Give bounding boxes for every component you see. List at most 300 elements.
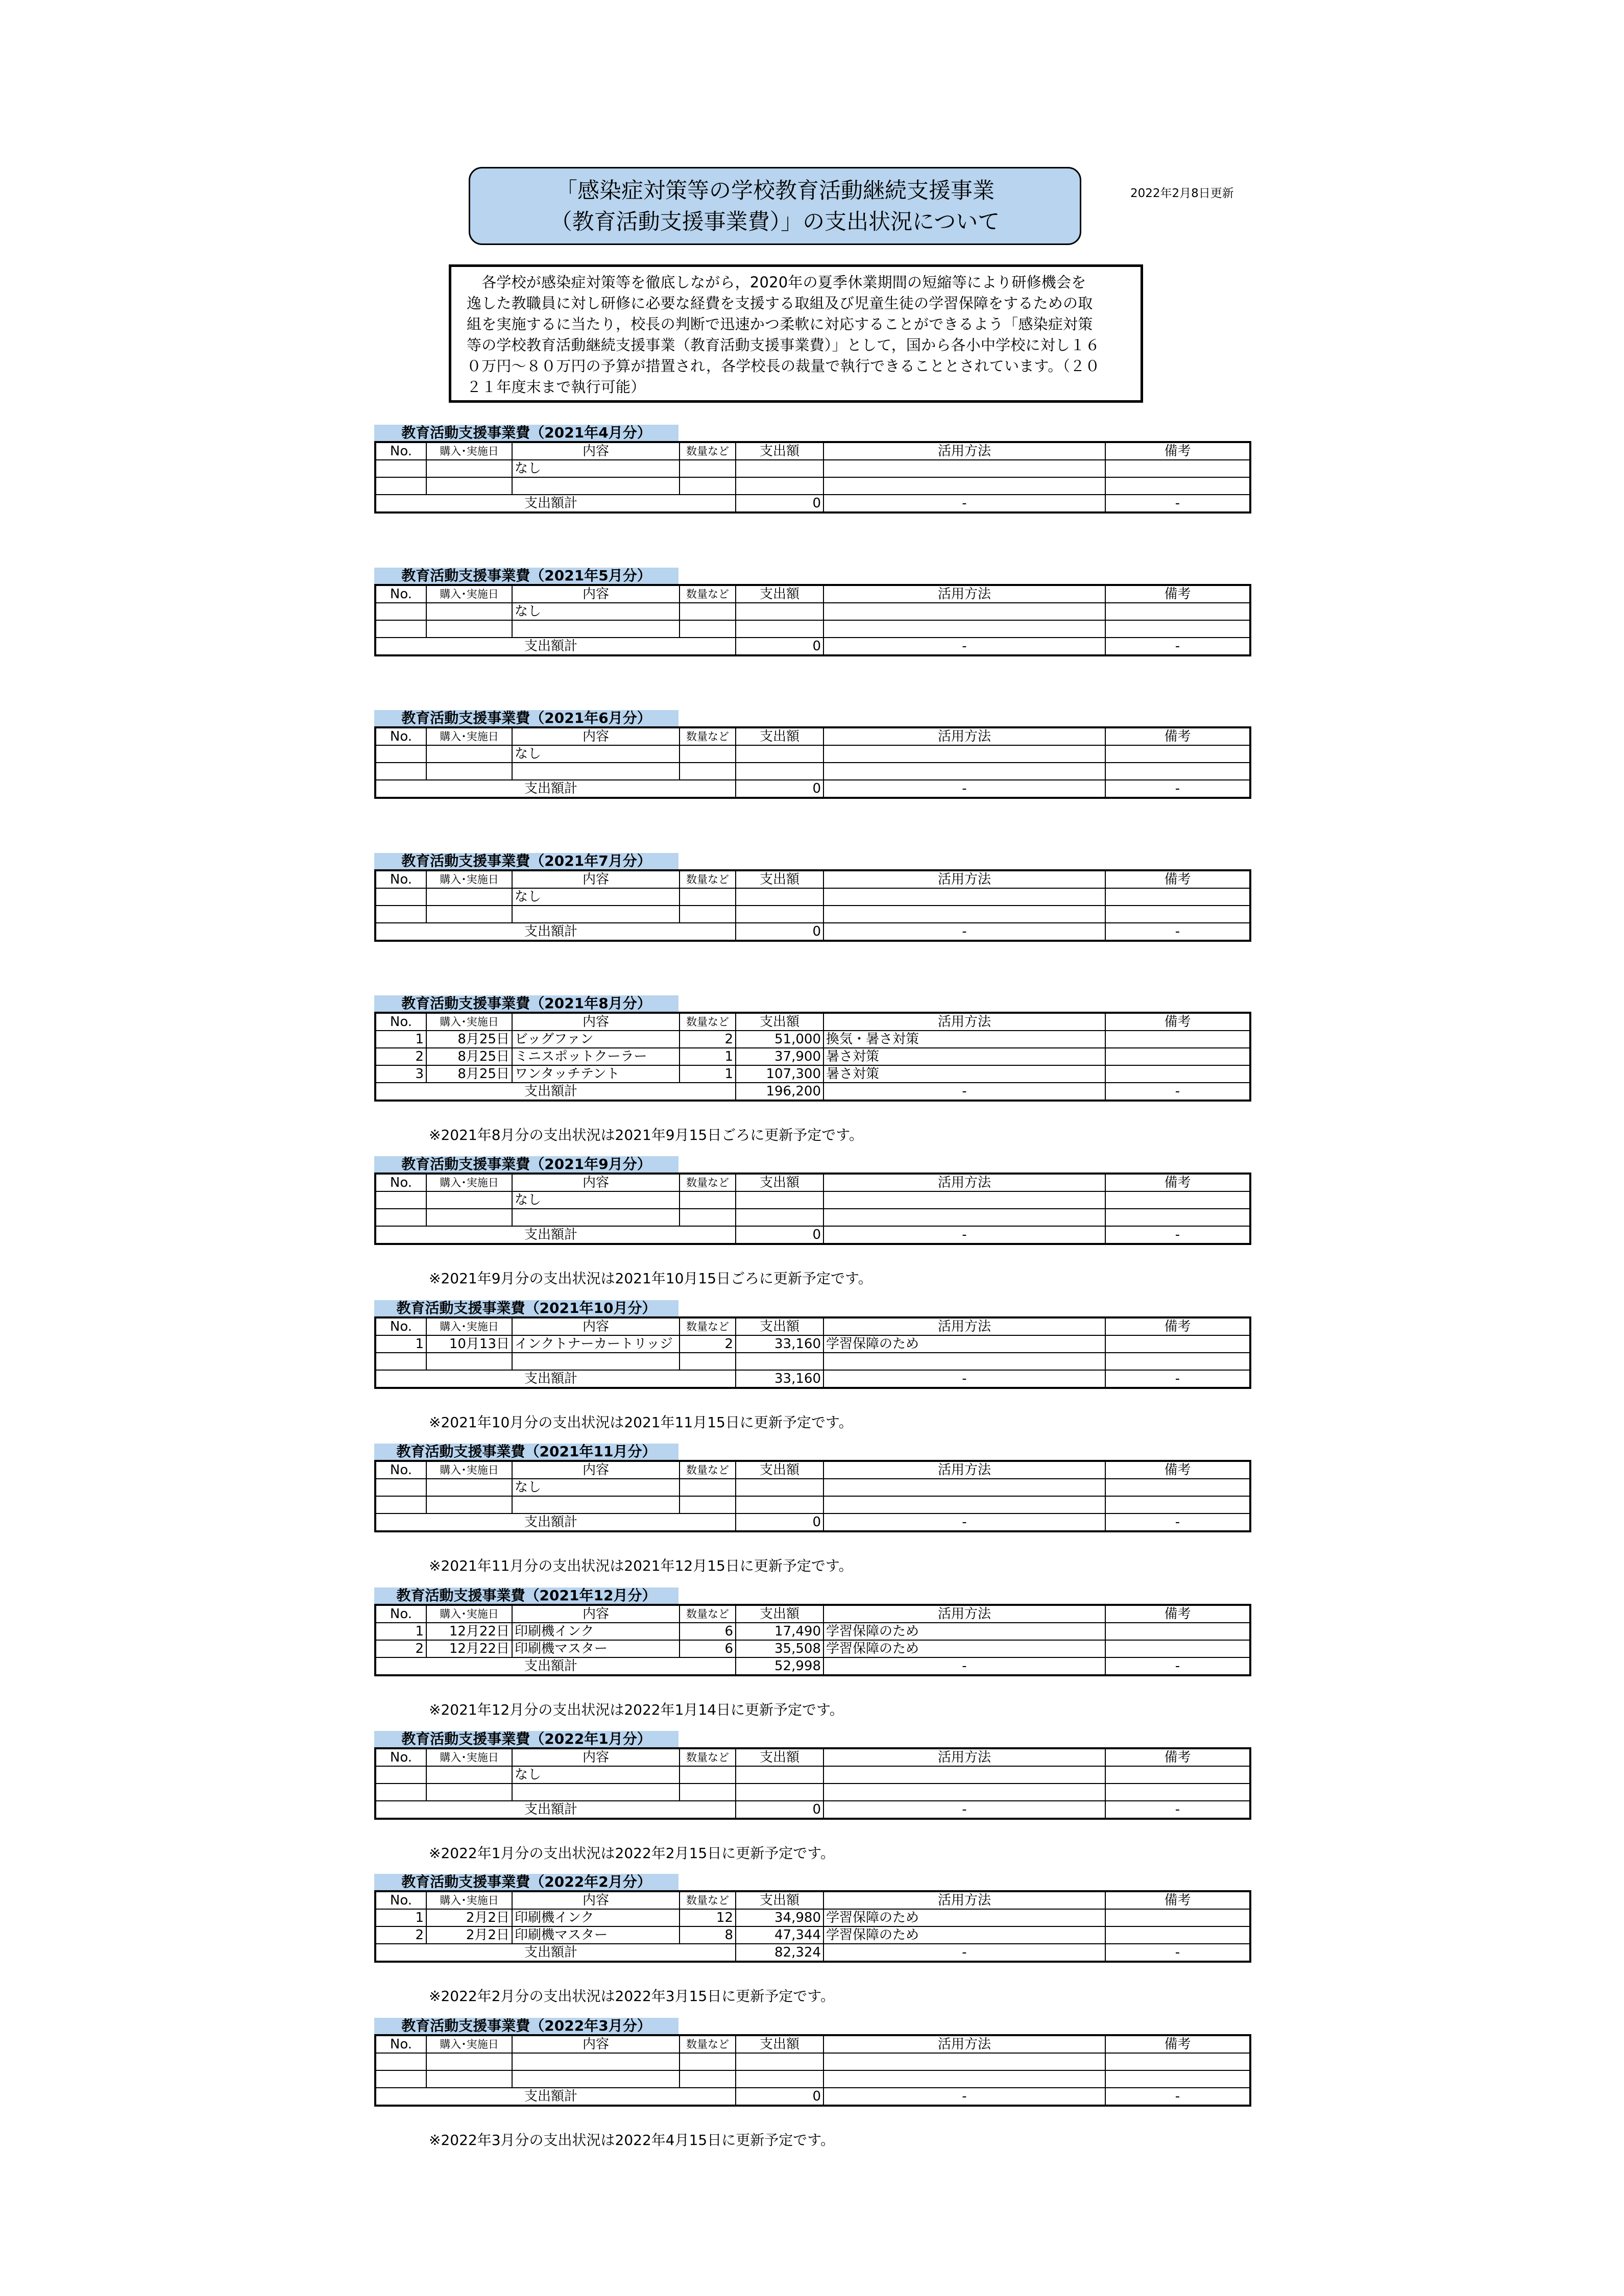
- column-header: 数量など: [680, 1605, 736, 1623]
- table-cell: [375, 1479, 426, 1496]
- column-header: No.: [375, 870, 426, 888]
- table-cell: [680, 745, 736, 763]
- table-cell: [736, 1496, 823, 1513]
- table-cell: [375, 2070, 426, 2088]
- column-header: 活用方法: [823, 2035, 1105, 2053]
- column-header: 支出額: [736, 1174, 823, 1191]
- document-title: [469, 167, 1081, 245]
- table-row: [375, 763, 1250, 780]
- column-header: 備考: [1105, 1317, 1250, 1335]
- column-header: 購入･実施日: [426, 2035, 512, 2053]
- table-cell: [736, 1209, 823, 1226]
- table-cell: [1105, 620, 1250, 638]
- table-row: [375, 1640, 1250, 1657]
- total-remarks: -: [1105, 2088, 1250, 2106]
- table-cell: 3: [375, 1065, 426, 1083]
- total-row: [375, 2088, 1250, 2106]
- table-cell: なし: [512, 888, 680, 906]
- table-cell: [1105, 477, 1250, 495]
- column-header: 購入･実施日: [426, 1461, 512, 1479]
- column-header: 活用方法: [823, 1317, 1105, 1335]
- table-row: [375, 1909, 1250, 1926]
- table-cell: [375, 460, 426, 477]
- table-cell: [1105, 1031, 1250, 1048]
- table-cell: [823, 1766, 1105, 1784]
- table-cell: [375, 620, 426, 638]
- total-method: -: [823, 780, 1105, 798]
- column-header: 支出額: [736, 1748, 823, 1766]
- table-cell: [823, 1191, 1105, 1209]
- expense-table: [374, 1604, 1251, 1676]
- table-cell: 印刷機マスター: [512, 1926, 680, 1944]
- total-remarks: -: [1105, 1083, 1250, 1101]
- table-cell: 2: [680, 1335, 736, 1353]
- total-label: 支出額計: [375, 1226, 736, 1244]
- total-method: -: [823, 1513, 1105, 1531]
- column-header: 活用方法: [823, 442, 1105, 460]
- table-cell: [426, 1784, 512, 1801]
- update-note: ※2022年2月分の支出状況は2022年3月15日に更新予定です。: [429, 1988, 835, 2005]
- table-header-row: [375, 1013, 1250, 1031]
- total-row: [375, 1944, 1250, 1962]
- column-header: No.: [375, 585, 426, 603]
- column-header: 内容: [512, 442, 680, 460]
- column-header: 内容: [512, 1013, 680, 1031]
- column-header: 内容: [512, 727, 680, 745]
- table-cell: [426, 745, 512, 763]
- table-row: [375, 460, 1250, 477]
- column-header: 数量など: [680, 1891, 736, 1909]
- column-header: No.: [375, 1891, 426, 1909]
- table-cell: 暑さ対策: [823, 1065, 1105, 1083]
- table-cell: ワンタッチテント: [512, 1065, 680, 1083]
- column-header: 支出額: [736, 870, 823, 888]
- table-cell: 学習保障のため: [823, 1623, 1105, 1640]
- table-cell: なし: [512, 603, 680, 620]
- table-cell: 107,300: [736, 1065, 823, 1083]
- table-cell: [736, 460, 823, 477]
- total-label: 支出額計: [375, 1513, 736, 1531]
- column-header: 数量など: [680, 870, 736, 888]
- table-cell: 12月22日: [426, 1623, 512, 1640]
- table-cell: [426, 603, 512, 620]
- table-cell: [512, 2070, 680, 2088]
- table-cell: [823, 2070, 1105, 2088]
- section-title: 教育活動支援事業費（2021年10月分）: [374, 1300, 678, 1316]
- table-row: [375, 906, 1250, 923]
- column-header: No.: [375, 1174, 426, 1191]
- column-header: 備考: [1105, 585, 1250, 603]
- total-row: [375, 1226, 1250, 1244]
- total-label: 支出額計: [375, 1657, 736, 1675]
- table-cell: [736, 888, 823, 906]
- column-header: 備考: [1105, 442, 1250, 460]
- total-remarks: -: [1105, 1944, 1250, 1962]
- table-cell: [736, 620, 823, 638]
- table-header-row: [375, 1174, 1250, 1191]
- column-header: 購入･実施日: [426, 1891, 512, 1909]
- table-cell: 12: [680, 1909, 736, 1926]
- column-header: 購入･実施日: [426, 1317, 512, 1335]
- table-cell: 6: [680, 1640, 736, 1657]
- section-title: 教育活動支援事業費（2021年9月分）: [374, 1156, 678, 1173]
- expense-table: [374, 1460, 1251, 1532]
- table-cell: [375, 2053, 426, 2070]
- updated-date: 2022年2月8日更新: [1130, 187, 1234, 200]
- table-cell: [1105, 888, 1250, 906]
- update-note: ※2021年10月分の支出状況は2021年11月15日に更新予定です。: [429, 1414, 853, 1431]
- table-cell: 17,490: [736, 1623, 823, 1640]
- expense-section: [374, 1731, 1249, 1820]
- table-cell: [680, 2070, 736, 2088]
- table-cell: [512, 1209, 680, 1226]
- total-remarks: -: [1105, 1226, 1250, 1244]
- column-header: 内容: [512, 870, 680, 888]
- table-header-row: [375, 1317, 1250, 1335]
- total-label: 支出額計: [375, 780, 736, 798]
- table-cell: [426, 906, 512, 923]
- section-title: 教育活動支援事業費（2021年5月分）: [374, 568, 678, 584]
- table-cell: 2: [375, 1048, 426, 1065]
- table-header-row: [375, 1748, 1250, 1766]
- column-header: 数量など: [680, 1013, 736, 1031]
- column-header: No.: [375, 727, 426, 745]
- total-method: -: [823, 638, 1105, 655]
- intro-line: 組を実施するに当たり，校長の判断で迅速かつ柔軟に対応することができるよう「感染症対策: [467, 315, 1093, 333]
- table-cell: 8: [680, 1926, 736, 1944]
- update-note: ※2021年12月分の支出状況は2022年1月14日に更新予定です。: [429, 1701, 844, 1718]
- table-cell: [426, 888, 512, 906]
- table-cell: 8月25日: [426, 1031, 512, 1048]
- table-cell: [680, 763, 736, 780]
- column-header: 数量など: [680, 1461, 736, 1479]
- column-header: 数量など: [680, 727, 736, 745]
- table-cell: [1105, 1784, 1250, 1801]
- table-cell: [680, 1353, 736, 1370]
- table-cell: [426, 620, 512, 638]
- total-label: 支出額計: [375, 495, 736, 512]
- table-cell: 33,160: [736, 1335, 823, 1353]
- column-header: 購入･実施日: [426, 1748, 512, 1766]
- table-cell: [823, 1496, 1105, 1513]
- intro-line: ２１年度末まで執行可能）: [467, 378, 646, 396]
- table-cell: [736, 745, 823, 763]
- column-header: 活用方法: [823, 1461, 1105, 1479]
- table-cell: [823, 906, 1105, 923]
- expense-section: [374, 2018, 1249, 2107]
- total-remarks: -: [1105, 1513, 1250, 1531]
- table-cell: 8月25日: [426, 1065, 512, 1083]
- table-cell: 1: [375, 1335, 426, 1353]
- column-header: 数量など: [680, 1174, 736, 1191]
- table-row: [375, 745, 1250, 763]
- table-cell: 2: [375, 1926, 426, 1944]
- table-cell: [426, 477, 512, 495]
- table-row: [375, 620, 1250, 638]
- table-cell: [375, 906, 426, 923]
- column-header: 活用方法: [823, 1748, 1105, 1766]
- table-row: [375, 1784, 1250, 1801]
- table-cell: [680, 1496, 736, 1513]
- table-cell: なし: [512, 1479, 680, 1496]
- table-cell: [426, 763, 512, 780]
- table-cell: [1105, 745, 1250, 763]
- table-cell: 学習保障のため: [823, 1335, 1105, 1353]
- table-cell: [1105, 1496, 1250, 1513]
- table-cell: [1105, 1065, 1250, 1083]
- update-note: ※2022年1月分の支出状況は2022年2月15日に更新予定です。: [429, 1845, 835, 1862]
- column-header: 支出額: [736, 1461, 823, 1479]
- section-title: 教育活動支援事業費（2021年4月分）: [374, 425, 678, 441]
- table-cell: [1105, 1335, 1250, 1353]
- table-cell: [823, 1353, 1105, 1370]
- table-cell: [426, 1479, 512, 1496]
- table-cell: [823, 2053, 1105, 2070]
- section-title: 教育活動支援事業費（2022年2月分）: [374, 1874, 678, 1890]
- total-row: [375, 1801, 1250, 1819]
- expense-section: [374, 1587, 1249, 1676]
- table-cell: [680, 1479, 736, 1496]
- total-method: -: [823, 495, 1105, 512]
- update-note: ※2021年9月分の支出状況は2021年10月15日ごろに更新予定です。: [429, 1270, 872, 1287]
- column-header: No.: [375, 1605, 426, 1623]
- table-cell: [426, 2070, 512, 2088]
- table-cell: [823, 745, 1105, 763]
- column-header: 数量など: [680, 1748, 736, 1766]
- expense-table: [374, 584, 1251, 656]
- table-cell: [823, 603, 1105, 620]
- table-cell: [823, 477, 1105, 495]
- column-header: 内容: [512, 1605, 680, 1623]
- table-cell: なし: [512, 1191, 680, 1209]
- total-remarks: -: [1105, 1370, 1250, 1388]
- expense-table: [374, 1316, 1251, 1389]
- total-row: [375, 1083, 1250, 1101]
- column-header: 内容: [512, 1317, 680, 1335]
- table-header-row: [375, 870, 1250, 888]
- table-cell: 学習保障のため: [823, 1640, 1105, 1657]
- table-cell: [680, 1766, 736, 1784]
- table-cell: [375, 1191, 426, 1209]
- table-cell: [736, 1479, 823, 1496]
- intro-line: ０万円～８０万円の予算が措置され，各学校長の裁量で執行できることとされています。（２０: [467, 357, 1100, 375]
- table-header-row: [375, 585, 1250, 603]
- table-cell: [512, 763, 680, 780]
- table-cell: [823, 1784, 1105, 1801]
- column-header: 活用方法: [823, 727, 1105, 745]
- table-cell: [512, 1496, 680, 1513]
- table-cell: [512, 620, 680, 638]
- table-cell: 10月13日: [426, 1335, 512, 1353]
- total-row: [375, 1657, 1250, 1675]
- table-cell: 学習保障のため: [823, 1909, 1105, 1926]
- table-cell: [512, 906, 680, 923]
- table-row: [375, 1209, 1250, 1226]
- total-row: [375, 1513, 1250, 1531]
- table-header-row: [375, 727, 1250, 745]
- total-method: -: [823, 1944, 1105, 1962]
- column-header: 活用方法: [823, 1891, 1105, 1909]
- table-cell: [736, 603, 823, 620]
- table-cell: [736, 2053, 823, 2070]
- column-header: 支出額: [736, 585, 823, 603]
- table-cell: [736, 477, 823, 495]
- column-header: 支出額: [736, 1605, 823, 1623]
- table-row: [375, 2053, 1250, 2070]
- column-header: 支出額: [736, 442, 823, 460]
- table-cell: [1105, 906, 1250, 923]
- total-amount: 33,160: [736, 1370, 823, 1388]
- total-row: [375, 780, 1250, 798]
- column-header: 活用方法: [823, 1174, 1105, 1191]
- table-cell: [426, 1766, 512, 1784]
- table-cell: 1: [680, 1065, 736, 1083]
- table-cell: [823, 1209, 1105, 1226]
- expense-section: [374, 1444, 1249, 1532]
- table-cell: ミニスポットクーラー: [512, 1048, 680, 1065]
- table-row: [375, 1335, 1250, 1353]
- table-cell: [512, 1784, 680, 1801]
- table-cell: [426, 1191, 512, 1209]
- total-row: [375, 638, 1250, 655]
- total-row: [375, 1370, 1250, 1388]
- expense-table: [374, 441, 1251, 514]
- table-cell: なし: [512, 1766, 680, 1784]
- column-header: 数量など: [680, 1317, 736, 1335]
- table-cell: [680, 1191, 736, 1209]
- column-header: 支出額: [736, 2035, 823, 2053]
- column-header: 備考: [1105, 2035, 1250, 2053]
- table-cell: 2: [680, 1031, 736, 1048]
- table-cell: [375, 1496, 426, 1513]
- table-row: [375, 1048, 1250, 1065]
- table-header-row: [375, 1605, 1250, 1623]
- table-cell: [426, 1209, 512, 1226]
- section-title: 教育活動支援事業費（2022年3月分）: [374, 2018, 678, 2034]
- column-header: 備考: [1105, 727, 1250, 745]
- table-cell: 暑さ対策: [823, 1048, 1105, 1065]
- table-cell: [1105, 1353, 1250, 1370]
- table-cell: [1105, 763, 1250, 780]
- column-header: 備考: [1105, 1605, 1250, 1623]
- total-label: 支出額計: [375, 638, 736, 655]
- column-header: 購入･実施日: [426, 585, 512, 603]
- total-method: -: [823, 1226, 1105, 1244]
- table-cell: [1105, 1909, 1250, 1926]
- table-header-row: [375, 1891, 1250, 1909]
- table-cell: 35,508: [736, 1640, 823, 1657]
- column-header: 内容: [512, 1174, 680, 1191]
- total-method: -: [823, 923, 1105, 941]
- table-cell: [823, 763, 1105, 780]
- table-cell: 換気・暑さ対策: [823, 1031, 1105, 1048]
- total-label: 支出額計: [375, 1370, 736, 1388]
- total-remarks: -: [1105, 1801, 1250, 1819]
- column-header: 数量など: [680, 442, 736, 460]
- table-cell: [426, 1353, 512, 1370]
- table-cell: [736, 1191, 823, 1209]
- table-cell: [823, 1479, 1105, 1496]
- total-amount: 0: [736, 1513, 823, 1531]
- total-amount: 0: [736, 638, 823, 655]
- table-cell: [736, 763, 823, 780]
- total-amount: 0: [736, 1226, 823, 1244]
- table-header-row: [375, 1461, 1250, 1479]
- table-cell: [680, 1209, 736, 1226]
- table-cell: [375, 1766, 426, 1784]
- table-row: [375, 1191, 1250, 1209]
- intro-text: [449, 264, 1143, 403]
- column-header: 活用方法: [823, 1605, 1105, 1623]
- total-label: 支出額計: [375, 1944, 736, 1962]
- table-cell: [512, 477, 680, 495]
- update-note: ※2021年11月分の支出状況は2021年12月15日に更新予定です。: [429, 1557, 853, 1574]
- table-cell: 1: [680, 1048, 736, 1065]
- table-cell: [375, 1784, 426, 1801]
- table-cell: 34,980: [736, 1909, 823, 1926]
- expense-table: [374, 1890, 1251, 1963]
- section-title: 教育活動支援事業費（2021年12月分）: [374, 1587, 678, 1604]
- total-row: [375, 495, 1250, 512]
- table-cell: [1105, 1209, 1250, 1226]
- table-cell: [1105, 1623, 1250, 1640]
- table-cell: [1105, 1048, 1250, 1065]
- expense-table: [374, 1012, 1251, 1102]
- column-header: 購入･実施日: [426, 1605, 512, 1623]
- table-cell: [1105, 603, 1250, 620]
- table-cell: [375, 745, 426, 763]
- section-title: 教育活動支援事業費（2021年8月分）: [374, 995, 678, 1012]
- expense-table: [374, 1747, 1251, 1820]
- table-cell: [736, 2070, 823, 2088]
- expense-section: [374, 1300, 1249, 1389]
- total-amount: 52,998: [736, 1657, 823, 1675]
- column-header: 備考: [1105, 1891, 1250, 1909]
- column-header: 支出額: [736, 1013, 823, 1031]
- table-header-row: [375, 2035, 1250, 2053]
- table-cell: 学習保障のため: [823, 1926, 1105, 1944]
- expense-section: [374, 853, 1249, 942]
- column-header: 購入･実施日: [426, 1013, 512, 1031]
- title-line-1: 「感染症対策等の学校教育活動継続支援事業: [555, 178, 995, 204]
- column-header: No.: [375, 1748, 426, 1766]
- table-cell: [1105, 1926, 1250, 1944]
- column-header: 数量など: [680, 585, 736, 603]
- table-cell: [680, 477, 736, 495]
- table-row: [375, 1065, 1250, 1083]
- table-cell: 2: [375, 1640, 426, 1657]
- expense-section: [374, 1156, 1249, 1245]
- title-line-2: （教育活動支援事業費）」の支出状況について: [550, 209, 1000, 235]
- expense-table: [374, 2034, 1251, 2107]
- column-header: 数量など: [680, 2035, 736, 2053]
- table-cell: [736, 906, 823, 923]
- table-cell: 1: [375, 1909, 426, 1926]
- table-cell: 1: [375, 1623, 426, 1640]
- table-cell: 51,000: [736, 1031, 823, 1048]
- total-amount: 0: [736, 1801, 823, 1819]
- section-title: 教育活動支援事業費（2021年11月分）: [374, 1444, 678, 1460]
- column-header: 活用方法: [823, 1013, 1105, 1031]
- table-cell: 2月2日: [426, 1909, 512, 1926]
- total-amount: 0: [736, 780, 823, 798]
- column-header: 備考: [1105, 1461, 1250, 1479]
- table-cell: 47,344: [736, 1926, 823, 1944]
- table-cell: [680, 1784, 736, 1801]
- table-cell: 印刷機インク: [512, 1623, 680, 1640]
- total-label: 支出額計: [375, 2088, 736, 2106]
- table-cell: [375, 1353, 426, 1370]
